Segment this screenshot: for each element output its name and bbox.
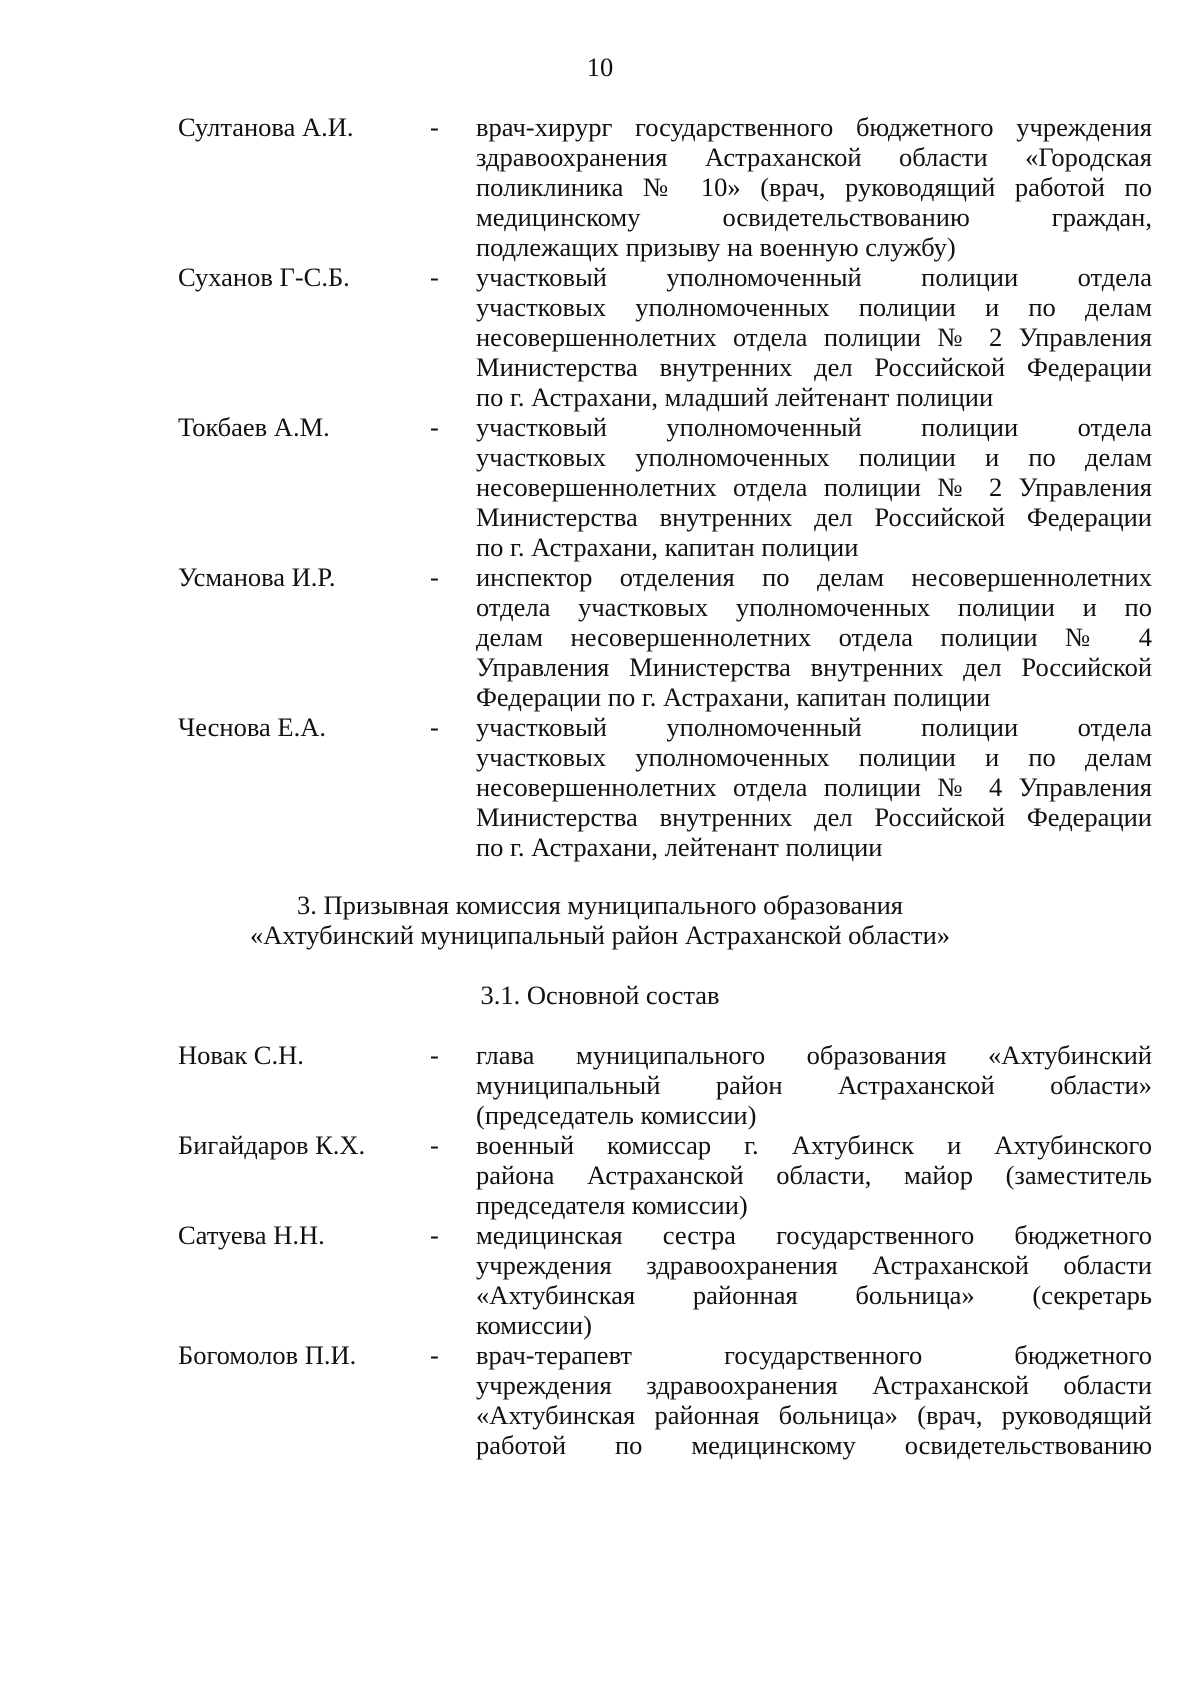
member-position-line: участковый уполномоченный полиции отдела — [476, 412, 1152, 442]
member-position-line: Управления Министерства внутренних дел Российской — [476, 652, 1152, 682]
member-position-line: Министерства внутренних дел Российской Федерации — [476, 802, 1152, 832]
member-entry — [178, 1040, 1152, 1130]
member-position — [476, 1220, 1152, 1340]
member-position-line: по г. Астрахани, капитан полиции — [476, 532, 859, 562]
member-entry — [178, 112, 1152, 262]
member-position-line: участковых уполномоченных полиции и по делам — [476, 442, 1152, 472]
subsection-title: 3.1. Основной состав — [480, 980, 720, 1010]
section-heading-line-1: 3. Призывная комиссия муниципального образования — [297, 890, 903, 920]
member-position — [476, 112, 1152, 262]
member-entry — [178, 1130, 1152, 1220]
member-entry — [178, 262, 1152, 412]
member-position — [476, 1340, 1152, 1460]
member-position-line: здравоохранения Астраханской области «Городская — [476, 142, 1152, 172]
section-heading-line-2: «Ахтубинский муниципальный район Астраханской области» — [249, 920, 951, 950]
member-position-line: врач-терапевт государственного бюджетного — [476, 1340, 1152, 1370]
member-position — [476, 1130, 1152, 1220]
member-position-line: участковый уполномоченный полиции отдела — [476, 262, 1152, 292]
member-position-line: района Астраханской области, майор (заместитель — [476, 1160, 1152, 1190]
member-position-line: Министерства внутренних дел Российской Федерации — [476, 502, 1152, 532]
member-position-line: (председатель комиссии) — [476, 1100, 757, 1130]
entry-dash: - — [430, 1130, 439, 1160]
member-position-line: поликлиника № 10» (врач, руководящий работой по — [476, 172, 1152, 202]
member-entry — [178, 1340, 1152, 1460]
member-name: Чеснова Е.А. — [178, 712, 326, 742]
member-position-line: по г. Астрахани, лейтенант полиции — [476, 832, 883, 862]
member-position-line: несовершеннолетних отдела полиции № 2 Управления — [476, 322, 1152, 352]
member-name: Бигайдаров К.Х. — [178, 1130, 366, 1160]
entry-dash: - — [430, 1220, 439, 1250]
member-position-line: медицинская сестра государственного бюджетного — [476, 1220, 1152, 1250]
subsection-heading — [0, 980, 1200, 1010]
member-name: Усманова И.Р. — [178, 562, 336, 592]
member-position-line: комиссии) — [476, 1310, 592, 1340]
member-name: Токбаев А.М. — [178, 412, 330, 442]
member-position-line: военный комиссар г. Ахтубинск и Ахтубинского — [476, 1130, 1152, 1160]
member-position-line: учреждения здравоохранения Астраханской области — [476, 1250, 1152, 1280]
entry-dash: - — [430, 1040, 439, 1070]
member-name: Султанова А.И. — [178, 112, 354, 142]
entry-dash: - — [430, 712, 439, 742]
member-position-line: «Ахтубинская районная больница» (врач, руководящий — [476, 1400, 1152, 1430]
member-name: Новак С.Н. — [178, 1040, 304, 1070]
member-entry — [178, 412, 1152, 562]
member-position — [476, 712, 1152, 862]
entry-dash: - — [430, 1340, 439, 1370]
member-position-line: несовершеннолетних отдела полиции № 2 Управления — [476, 472, 1152, 502]
member-position-line: муниципальный район Астраханской области» — [476, 1070, 1152, 1100]
page-number: 10 — [586, 52, 614, 82]
member-entry — [178, 712, 1152, 862]
section-heading — [0, 890, 1200, 950]
member-position-line: «Ахтубинская районная больница» (секретарь — [476, 1280, 1152, 1310]
member-name: Сатуева Н.Н. — [178, 1220, 325, 1250]
member-list-main-composition — [178, 1040, 1152, 1460]
entry-dash: - — [430, 262, 439, 292]
member-position-line: председателя комиссии) — [476, 1190, 748, 1220]
member-position-line: подлежащих призыву на военную службу) — [476, 232, 956, 262]
member-entry — [178, 1220, 1152, 1340]
member-position — [476, 562, 1152, 712]
member-position-line: делам несовершеннолетних отдела полиции № 4 — [476, 622, 1152, 652]
member-list-previous-commission — [178, 112, 1152, 862]
member-position-line: работой по медицинскому освидетельствованию — [476, 1430, 1152, 1460]
member-position-line: участковых уполномоченных полиции и по делам — [476, 292, 1152, 322]
member-name: Суханов Г-С.Б. — [178, 262, 350, 292]
member-position-line: глава муниципального образования «Ахтубинский — [476, 1040, 1152, 1070]
member-position-line: Федерации по г. Астрахани, капитан полиции — [476, 682, 991, 712]
member-position — [476, 412, 1152, 562]
member-position-line: медицинскому освидетельствованию граждан, — [476, 202, 1152, 232]
member-position-line: врач-хирург государственного бюджетного учреждения — [476, 112, 1152, 142]
member-position-line: по г. Астрахани, младший лейтенант полиции — [476, 382, 994, 412]
member-position-line: участковый уполномоченный полиции отдела — [476, 712, 1152, 742]
member-name: Богомолов П.И. — [178, 1340, 357, 1370]
member-position-line: несовершеннолетних отдела полиции № 4 Управления — [476, 772, 1152, 802]
member-position-line: инспектор отделения по делам несовершеннолетних — [476, 562, 1152, 592]
entry-dash: - — [430, 412, 439, 442]
entry-dash: - — [430, 112, 439, 142]
member-position — [476, 262, 1152, 412]
member-position-line: учреждения здравоохранения Астраханской области — [476, 1370, 1152, 1400]
member-position-line: Министерства внутренних дел Российской Федерации — [476, 352, 1152, 382]
member-position-line: участковых уполномоченных полиции и по делам — [476, 742, 1152, 772]
entry-dash: - — [430, 562, 439, 592]
member-position — [476, 1040, 1152, 1130]
member-position-line: отдела участковых уполномоченных полиции и по — [476, 592, 1152, 622]
member-entry — [178, 562, 1152, 712]
